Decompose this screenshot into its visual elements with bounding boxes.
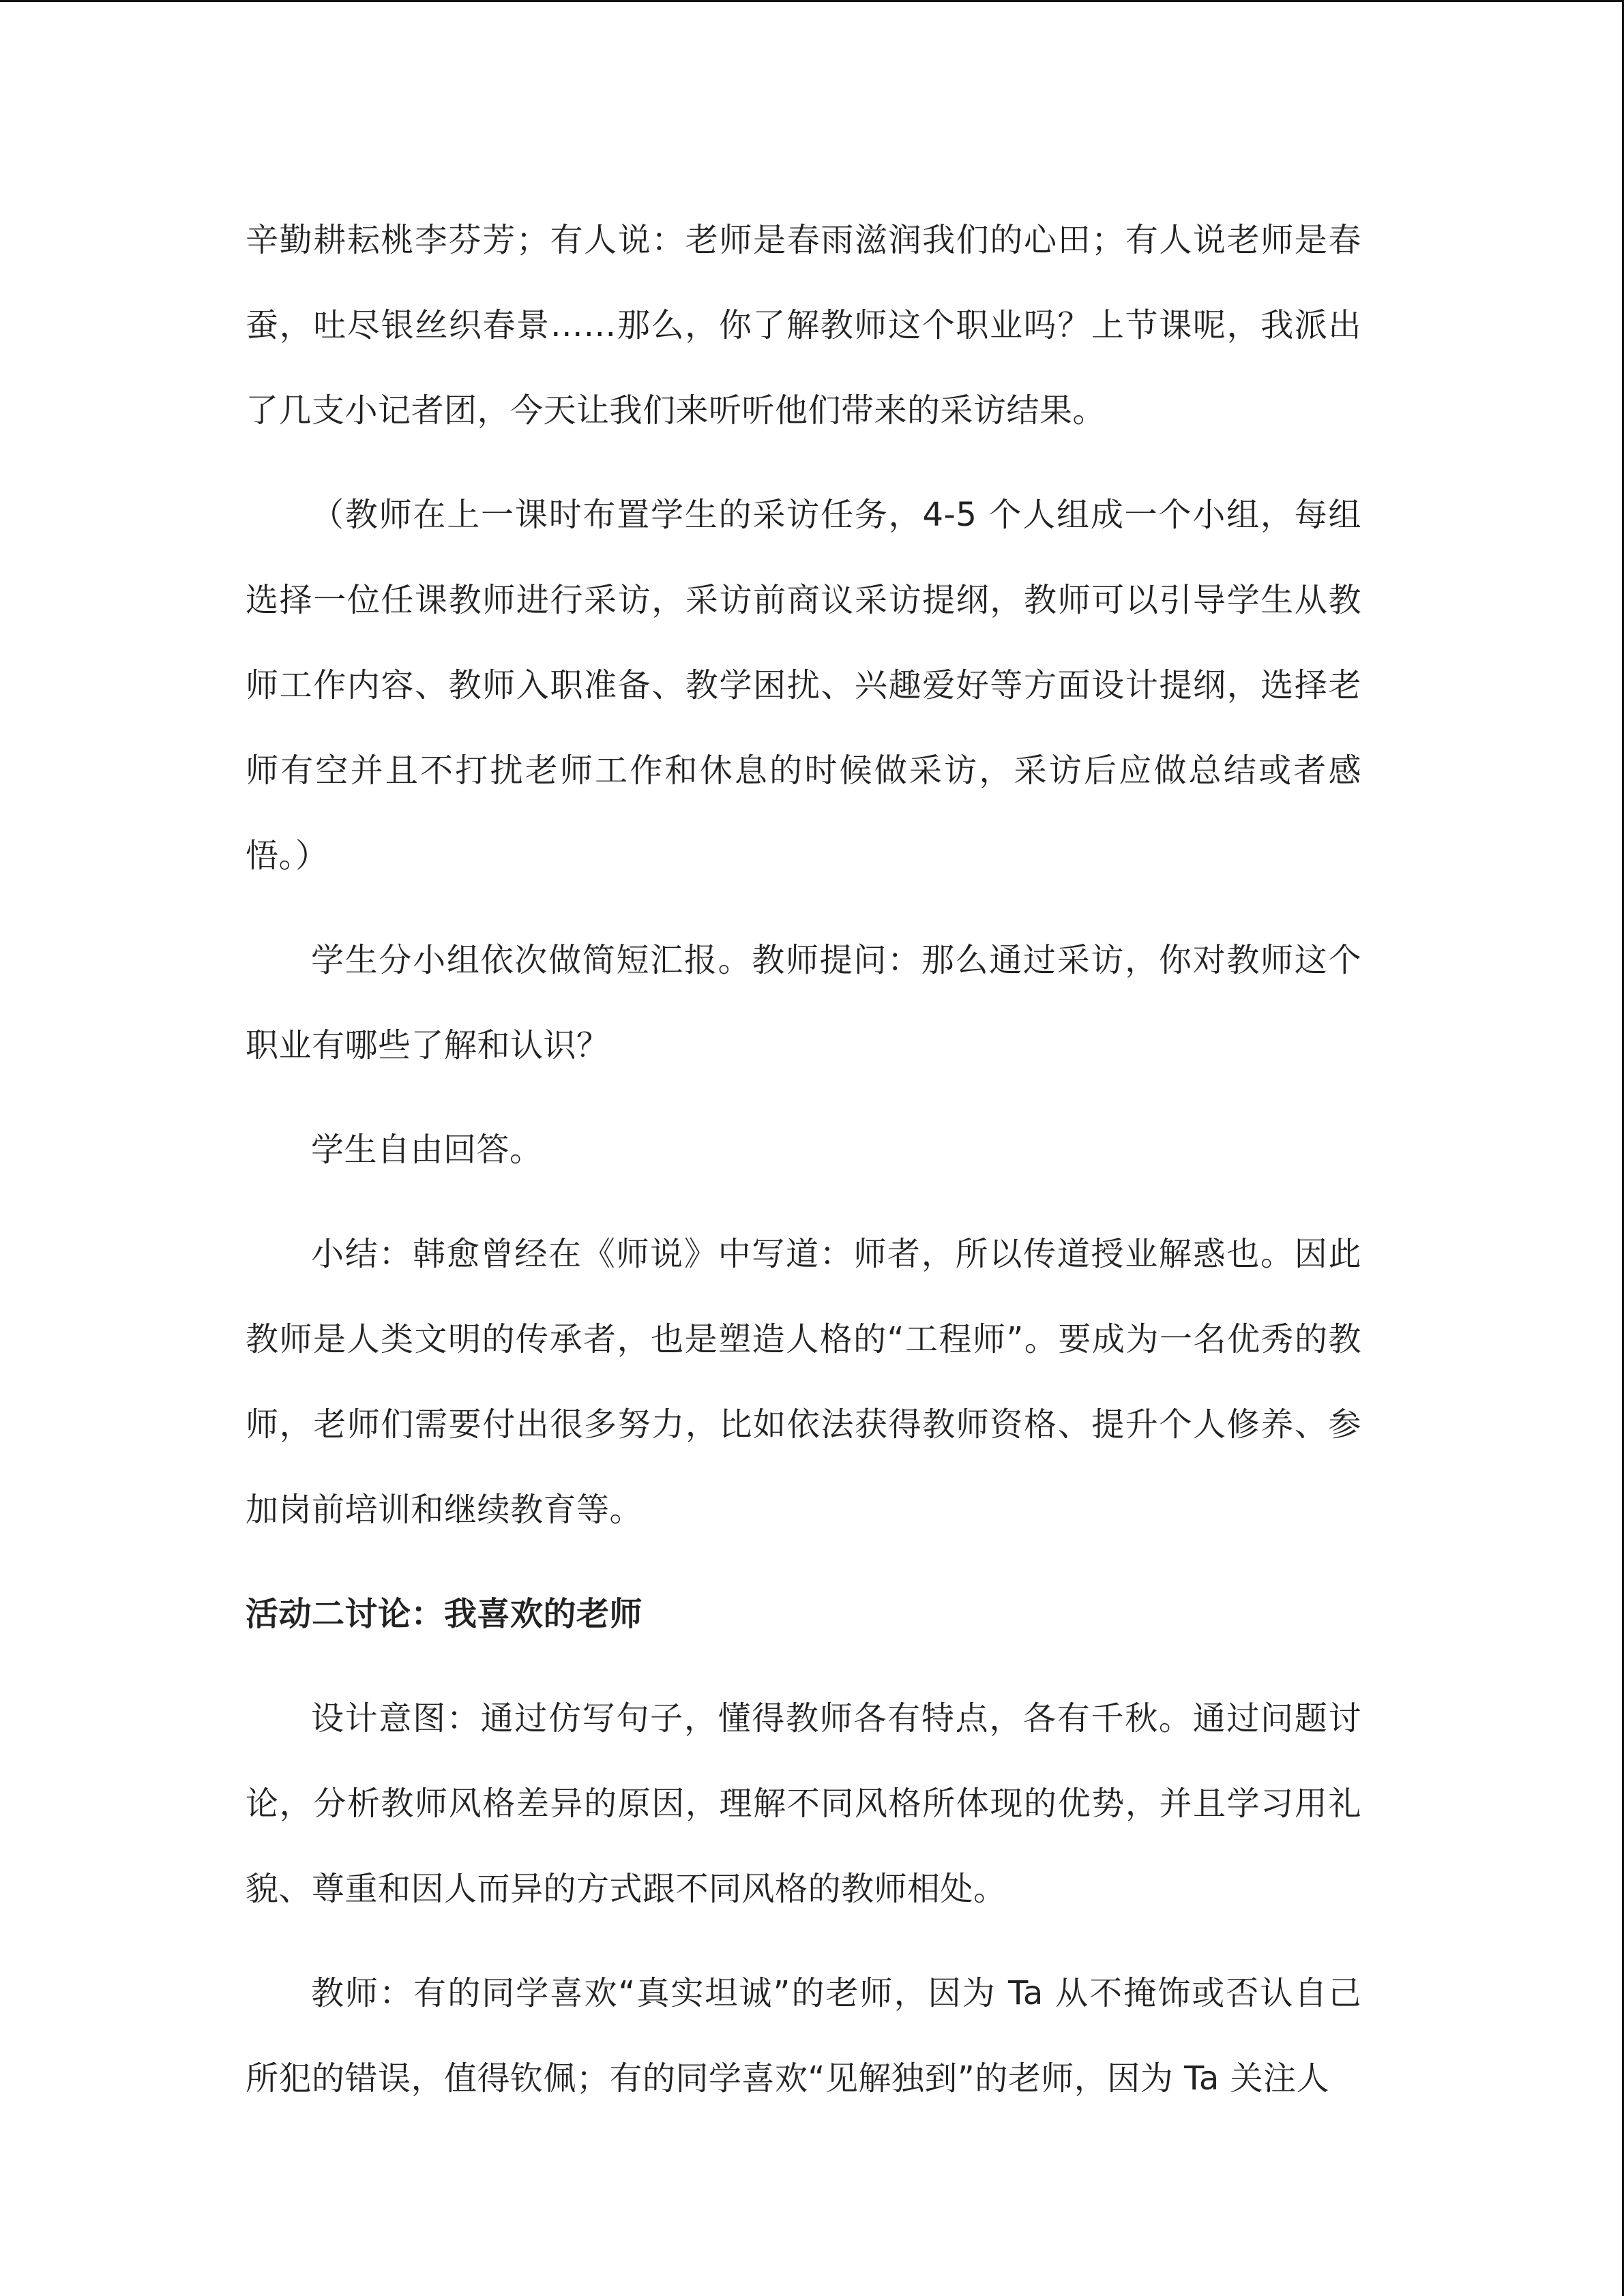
paragraph-interview-task: （教师在上一课时布置学生的采访任务，4-5 个人组成一个小组，每组选择一位任课教师进行采访，采访前商议采访提纲，教师可以引导学生从教师工作内容、教师入职准备、教学困扰、兴趣爱好等方面设计提纲，选择老师有空并且不打扰老师工作和休息的时候做采访，采访后应做总结或者感悟。） — [246, 496, 1361, 875]
paragraph-free-answer: 学生自由回答。 — [311, 1131, 543, 1169]
page-top-border — [0, 0, 1624, 2]
paragraph-teacher-styles: 教师：有的同学喜欢“真实坦诚”的老师，因为 Ta 从不掩饰或否认自己所犯的错误，值得钦佩；有的同学喜欢“见解独到”的老师，因为 Ta 关注人 — [246, 1974, 1361, 2098]
paragraph-design-intent: 设计意图：通过仿写句子，懂得教师各有特点，各有千秋。通过问题讨论，分析教师风格差异的原因，理解不同风格所体现的优势，并且学习用礼貌、尊重和因人而异的方式跟不同风格的教师相处。 — [246, 1699, 1361, 1908]
paragraph-student-report: 学生分小组依次做简短汇报。教师提问：那么通过采访，你对教师这个职业有哪些了解和认识？ — [246, 941, 1361, 1064]
paragraph-intro: 辛勤耕耘桃李芬芳；有人说：老师是春雨滋润我们的心田；有人说老师是春蚕，吐尽银丝织春景……那么，你了解教师这个职业吗？上节课呢，我派出了几支小记者团，今天让我们来听听他们带来的采访结果。 — [246, 221, 1361, 430]
section-heading: 活动二讨论：我喜欢的老师 — [246, 1595, 643, 1633]
paragraph-summary: 小结：韩愈曾经在《师说》中写道：师者，所以传道授业解惑也。因此教师是人类文明的传承者，也是塑造人格的“工程师”。要成为一名优秀的教师，老师们需要付出很多努力，比如依法获得教师资格、提升个人修养、参加岗前培训和继续教育等。 — [246, 1235, 1361, 1529]
document-body — [246, 198, 1361, 2141]
